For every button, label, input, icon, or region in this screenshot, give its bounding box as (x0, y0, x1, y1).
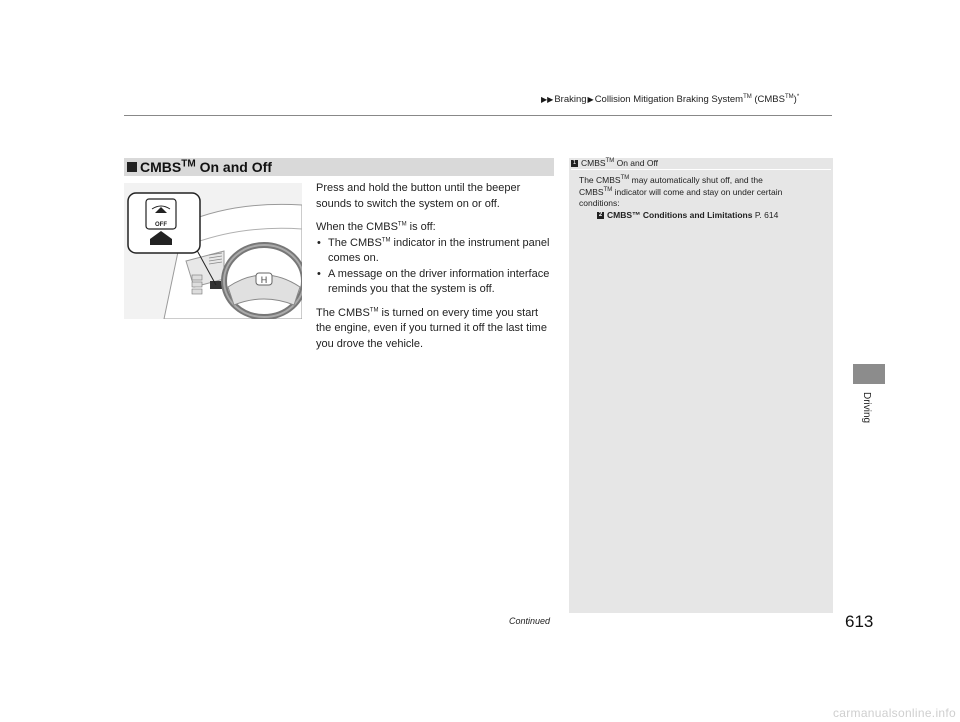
list-item: • The CMBS™ indicator in the instrument panel comes on. (316, 236, 556, 267)
header-rule (124, 115, 832, 116)
list-item: • A message on the driver information interface reminds you that the system is off. (316, 267, 556, 298)
section-title: CMBS™ On and Off (140, 158, 272, 175)
sidebar-line: conditions: (579, 198, 620, 208)
dashboard-illustration (124, 183, 302, 319)
sidebar-line: CMBS™ indicator will come and stay on under certain (579, 186, 783, 197)
paragraph-press-hold: Press and hold the button until the beeper sounds to switch the system on or off. (316, 182, 521, 210)
breadcrumb-item-cmbs[interactable]: Collision Mitigation Braking System™ (CMBS™)* (594, 93, 800, 105)
continued-label: Continued (509, 616, 551, 626)
sidebar-line: The CMBS™ may automatically shut off, and the (579, 175, 763, 185)
note-mark-icon: 1 (572, 160, 577, 167)
section-heading (124, 158, 554, 176)
breadcrumb (540, 94, 799, 105)
main-body-text (316, 181, 556, 352)
paragraph-turned-on: The CMBS™ is turned on every time you start the engine, even if you turned it off the last time you drove the vehicle. (316, 306, 547, 350)
chapter-tab-label: Driving (861, 392, 872, 424)
watermark: carmanualsonline.info (832, 706, 956, 720)
breadcrumb-arrow-icon: ▶ (587, 95, 594, 104)
breadcrumb-arrow-icon: ▶▶ (541, 95, 554, 104)
off-bullet-list (316, 236, 556, 298)
sidebar-note-divider (571, 169, 831, 170)
breadcrumb-item-braking[interactable]: Braking (554, 94, 587, 105)
chapter-tab[interactable] (853, 364, 885, 384)
reference-arrow-icon: 2 (598, 211, 603, 218)
section-bullet-icon (127, 162, 137, 172)
cross-reference-link[interactable]: 2 CMBS™ Conditions and Limitations P. 614 (598, 209, 779, 220)
sidebar-note-title: 1 CMBS™ On and Off (572, 158, 659, 168)
page-number: 613 (845, 612, 874, 631)
paragraph-when-off: When the CMBS™ is off: (316, 221, 436, 233)
sidebar-note-body (579, 175, 827, 221)
sidebar-note-panel (569, 158, 833, 613)
svg-text:OFF: OFF (155, 222, 167, 228)
svg-text:H: H (260, 275, 268, 285)
